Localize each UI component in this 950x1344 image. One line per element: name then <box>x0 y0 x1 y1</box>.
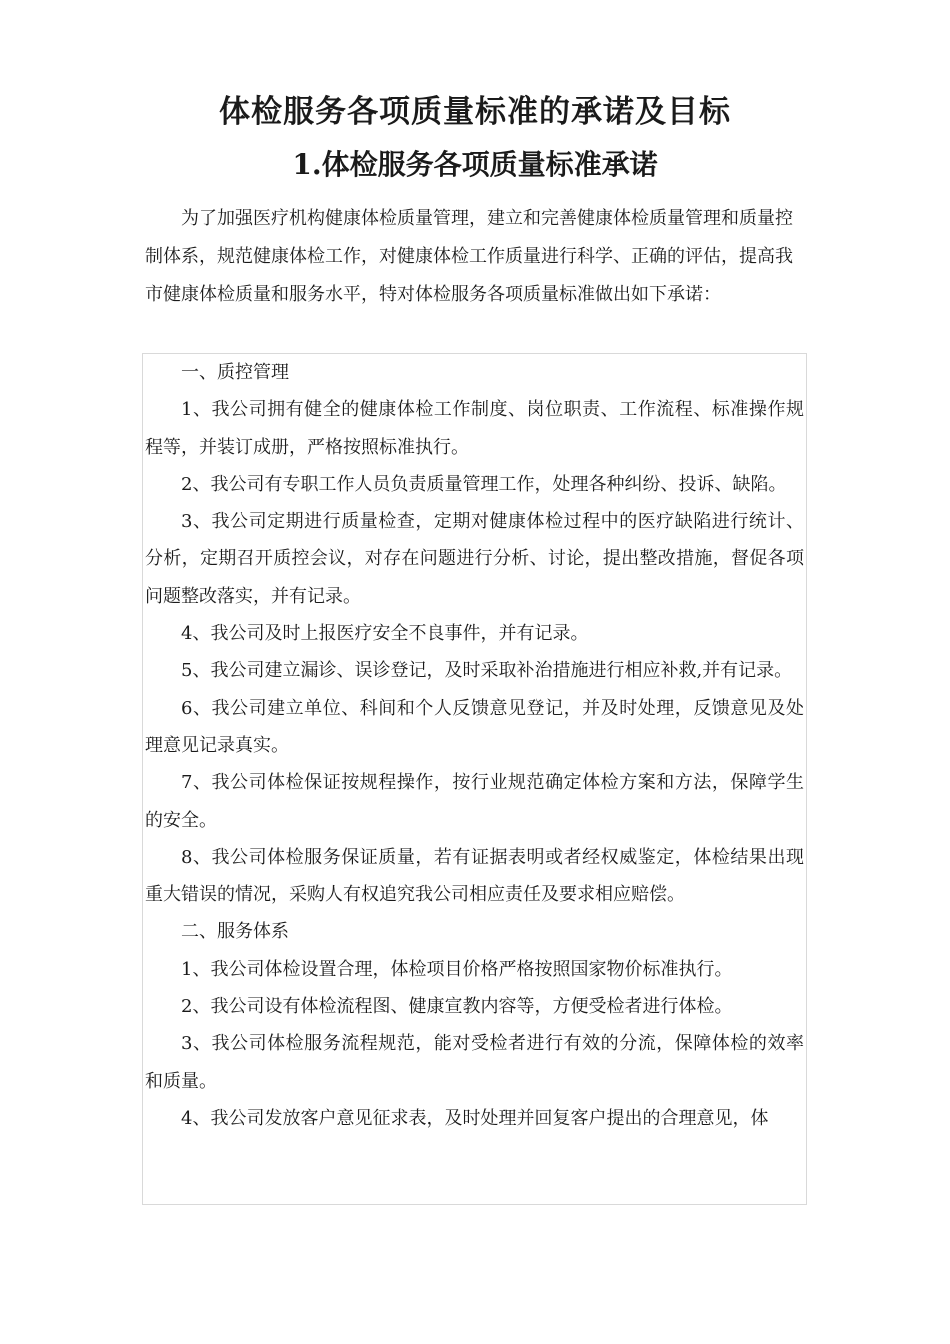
paragraph-item: 4、我公司发放客户意见征求表，及时处理并回复客户提出的合理意见，体 <box>181 1107 769 1129</box>
paragraph-item: 1、我公司体检设置合理，体检项目价格严格按照国家物价标准执行。 <box>181 958 733 980</box>
paragraph-item: 4、我公司及时上报医疗安全不良事件，并有记录。 <box>181 623 589 645</box>
paragraph-item: 3、我公司体检服务流程规范，能对受检者进行有效的分流，保障体检的效率和质量。 <box>145 1033 804 1092</box>
intro-paragraph: 为了加强医疗机构健康体检质量管理，建立和完善健康体检质量管理和质量控制体系，规范健康体检工作，对健康体检工作质量进行科学、正确的评估，提高我市健康体检质量和服务水平，特对体检服务各项质量标准做出如下承诺： <box>145 208 793 305</box>
paragraph-item: 5、我公司建立漏诊、误诊登记，及时采取补治措施进行相应补救,并有记录。 <box>181 660 793 682</box>
paragraph-item: 2、我公司设有体检流程图、健康宣教内容等，方便受检者进行体检。 <box>181 996 733 1018</box>
paragraph-item: 8、我公司体检服务保证质量，若有证据表明或者经权威鉴定，体检结果出现重大错误的情况，采购人有权追究我公司相应责任及要求相应赔偿。 <box>145 846 804 906</box>
paragraph-item: 6、我公司建立单位、科间和个人反馈意见登记，并及时处理，反馈意见及处理意见记录真实。 <box>145 697 804 756</box>
paragraph-item: 1、我公司拥有健全的健康体检工作制度、岗位职责、工作流程、标准操作规程等，并装订成册，严格按照标准执行。 <box>145 399 804 458</box>
paragraph-item: 7、我公司体检保证按规程操作，按行业规范确定体检方案和方法，保障学生的安全。 <box>145 772 804 831</box>
document-title: 体检服务各项质量标准的承诺及目标 <box>219 94 731 130</box>
paragraph-item: 3、我公司定期进行质量检查，定期对健康体检过程中的医疗缺陷进行统计、分析，定期召开质控会议，对存在问题进行分析、讨论，提出整改措施，督促各项问题整改落实，并有记录。 <box>145 511 804 607</box>
commitment-text-box <box>142 353 807 1205</box>
heading-quality-control: 一、质控管理 <box>181 362 289 383</box>
section-title: 1.体检服务各项质量标准承诺 <box>292 148 658 181</box>
paragraph-item: 2、我公司有专职工作人员负责质量管理工作，处理各种纠纷、投诉、缺陷。 <box>181 473 787 495</box>
heading-service-system: 二、服务体系 <box>181 921 289 943</box>
